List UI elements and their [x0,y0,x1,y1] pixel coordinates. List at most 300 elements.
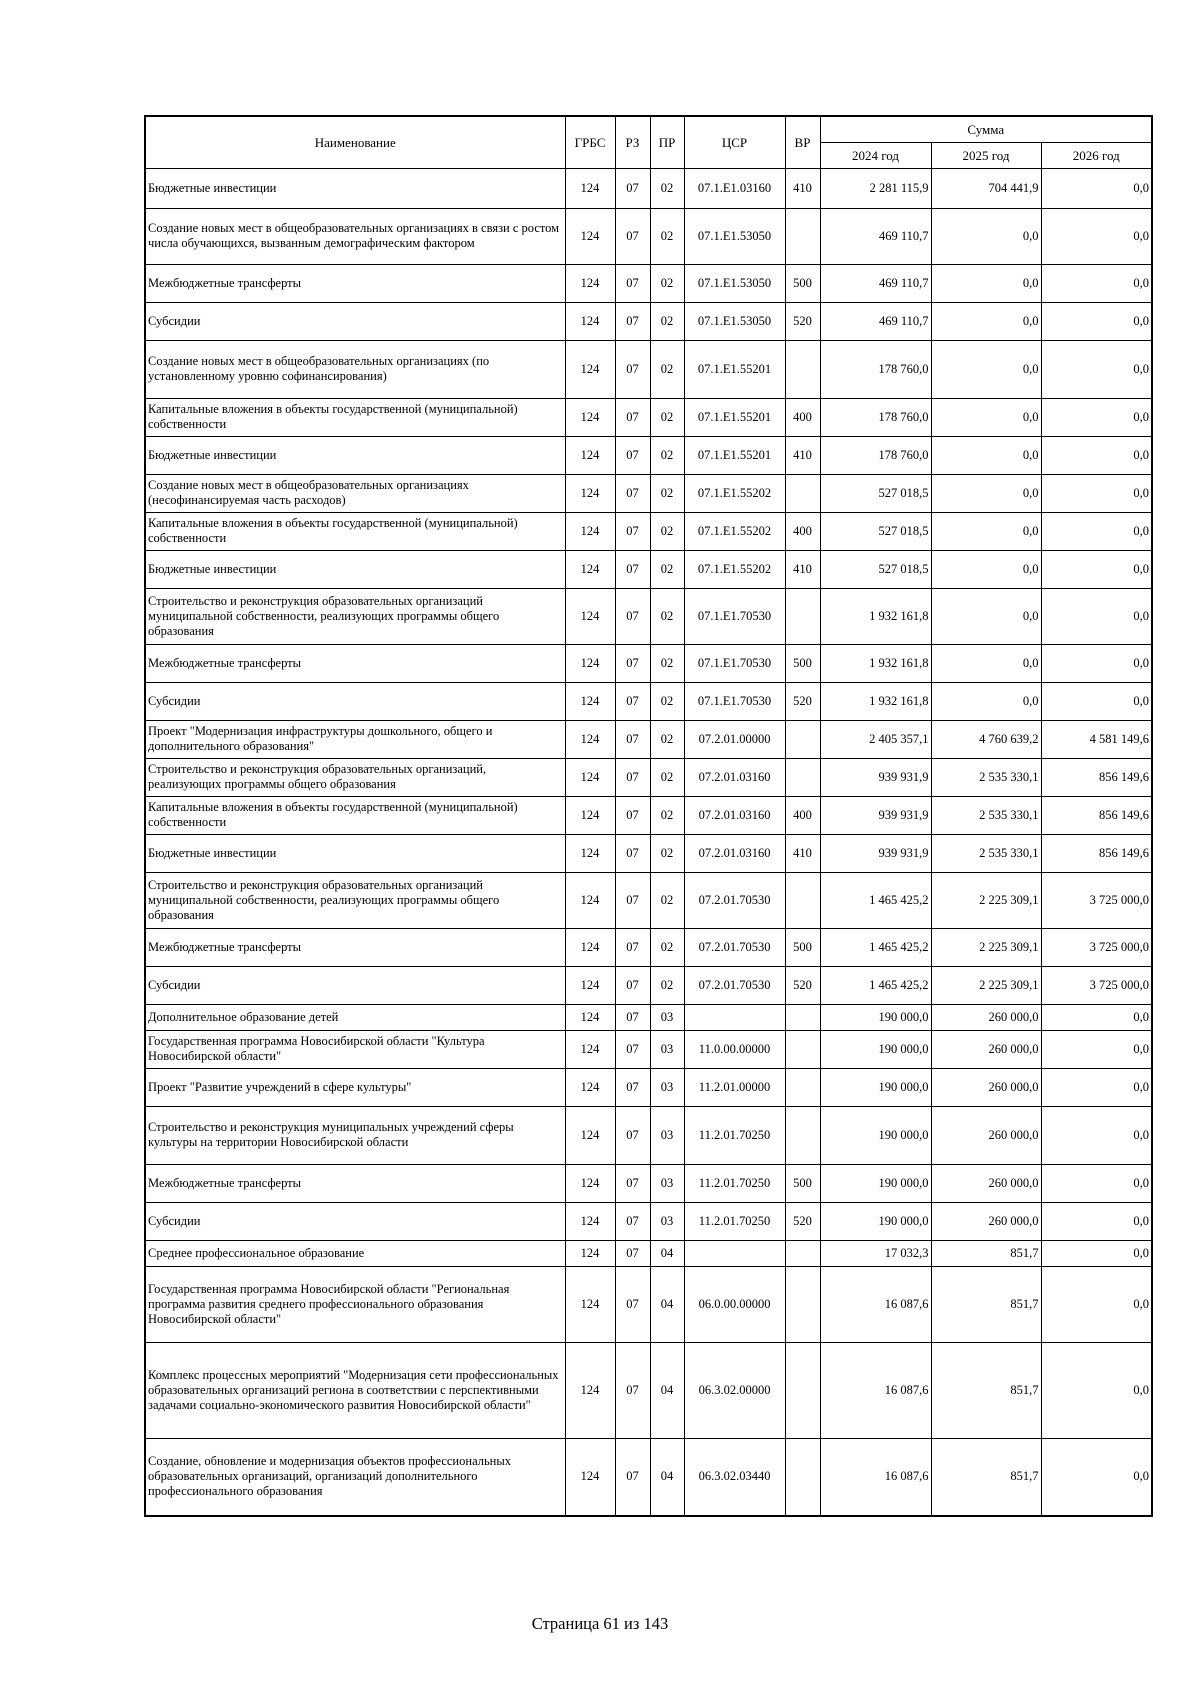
cell-vr: 500 [785,264,820,302]
cell-vr [785,1438,820,1516]
cell-rz: 07 [615,1004,650,1030]
cell-name: Субсидии [145,966,565,1004]
cell-csr [684,1004,785,1030]
cell-rz: 07 [615,834,650,872]
cell-grbs: 124 [565,1266,615,1342]
cell-grbs: 124 [565,644,615,682]
cell-csr: 07.1.Е1.55202 [684,550,785,588]
cell-2025: 4 760 639,2 [931,720,1041,758]
cell-vr [785,1004,820,1030]
cell-vr [785,340,820,398]
cell-2025: 260 000,0 [931,1106,1041,1164]
budget-table [144,115,1153,1517]
cell-2024: 1 465 425,2 [820,966,931,1004]
cell-name: Государственная программа Новосибирской области "Культура Новосибирской области" [145,1030,565,1068]
cell-2026: 0,0 [1041,1030,1152,1068]
cell-2026: 0,0 [1041,208,1152,264]
cell-2026: 856 149,6 [1041,758,1152,796]
cell-2024: 190 000,0 [820,1068,931,1106]
cell-pr: 02 [650,168,684,208]
cell-name: Среднее профессиональное образование [145,1240,565,1266]
cell-2026: 0,0 [1041,1266,1152,1342]
cell-rz: 07 [615,436,650,474]
cell-name: Бюджетные инвестиции [145,168,565,208]
cell-grbs: 124 [565,1240,615,1266]
page-number: Страница 61 из 143 [531,1614,669,1633]
cell-name: Строительство и реконструкция образовательных организаций муниципальной собственности, реализующих программы общего образования [145,588,565,644]
cell-csr: 06.3.02.00000 [684,1342,785,1438]
cell-2026: 0,0 [1041,398,1152,436]
cell-2024: 1 932 161,8 [820,644,931,682]
cell-2025: 2 225 309,1 [931,872,1041,928]
cell-pr: 02 [650,398,684,436]
cell-csr: 11.0.00.00000 [684,1030,785,1068]
cell-2025: 0,0 [931,340,1041,398]
table-row [145,264,1152,302]
cell-2025: 2 535 330,1 [931,834,1041,872]
cell-rz: 07 [615,682,650,720]
cell-name: Капитальные вложения в объекты государственной (муниципальной) собственности [145,512,565,550]
table-row [145,474,1152,512]
cell-name: Комплекс процессных мероприятий "Модернизация сети профессиональных образовательных организаций региона в соответствии с перспективными задачами социально-экономического развития Новосибирской области" [145,1342,565,1438]
cell-pr: 02 [650,474,684,512]
header-sum: Сумма [820,116,1152,142]
cell-2025: 2 535 330,1 [931,758,1041,796]
table-row [145,302,1152,340]
table-row [145,436,1152,474]
table-row [145,796,1152,834]
cell-2026: 0,0 [1041,1240,1152,1266]
table-row [145,1266,1152,1342]
cell-name: Дополнительное образование детей [145,1004,565,1030]
cell-vr [785,1106,820,1164]
cell-2026: 0,0 [1041,168,1152,208]
cell-pr: 02 [650,550,684,588]
cell-2026: 856 149,6 [1041,796,1152,834]
cell-2026: 0,0 [1041,264,1152,302]
cell-2025: 0,0 [931,208,1041,264]
cell-2025: 0,0 [931,682,1041,720]
cell-name: Субсидии [145,682,565,720]
cell-pr: 02 [650,682,684,720]
cell-grbs: 124 [565,1438,615,1516]
cell-2026: 0,0 [1041,1438,1152,1516]
cell-grbs: 124 [565,302,615,340]
cell-rz: 07 [615,1266,650,1342]
cell-rz: 07 [615,588,650,644]
cell-2025: 0,0 [931,436,1041,474]
cell-csr: 07.1.Е1.70530 [684,644,785,682]
cell-2025: 0,0 [931,644,1041,682]
cell-csr: 11.2.01.70250 [684,1202,785,1240]
cell-pr: 04 [650,1342,684,1438]
cell-rz: 07 [615,1240,650,1266]
cell-vr [785,1030,820,1068]
cell-grbs: 124 [565,512,615,550]
cell-rz: 07 [615,168,650,208]
cell-name: Создание новых мест в общеобразовательных организациях (по установленному уровню софинансирования) [145,340,565,398]
cell-2024: 2 405 357,1 [820,720,931,758]
cell-2025: 0,0 [931,398,1041,436]
cell-2026: 0,0 [1041,1342,1152,1438]
cell-name: Создание новых мест в общеобразовательных организациях в связи с ростом числа обучающихся, вызванным демографическим фактором [145,208,565,264]
cell-2026: 0,0 [1041,644,1152,682]
cell-2024: 939 931,9 [820,834,931,872]
cell-pr: 04 [650,1240,684,1266]
cell-2025: 2 535 330,1 [931,796,1041,834]
cell-rz: 07 [615,512,650,550]
cell-vr [785,588,820,644]
cell-2026: 0,0 [1041,436,1152,474]
cell-vr: 410 [785,550,820,588]
cell-pr: 04 [650,1438,684,1516]
table-row [145,758,1152,796]
cell-2024: 469 110,7 [820,302,931,340]
cell-csr: 07.2.01.00000 [684,720,785,758]
cell-rz: 07 [615,1438,650,1516]
cell-csr: 07.1.Е1.53050 [684,302,785,340]
cell-2026: 0,0 [1041,1202,1152,1240]
cell-csr: 07.1.Е1.55202 [684,474,785,512]
table-row [145,1342,1152,1438]
cell-csr: 07.2.01.70530 [684,966,785,1004]
cell-2024: 2 281 115,9 [820,168,931,208]
cell-2026: 0,0 [1041,550,1152,588]
cell-pr: 02 [650,796,684,834]
cell-2025: 704 441,9 [931,168,1041,208]
cell-2026: 0,0 [1041,1068,1152,1106]
cell-pr: 02 [650,966,684,1004]
cell-rz: 07 [615,340,650,398]
cell-pr: 02 [650,834,684,872]
cell-2024: 469 110,7 [820,208,931,264]
header-year-2024: 2024 год [820,142,931,168]
table-row [145,550,1152,588]
cell-rz: 07 [615,758,650,796]
cell-vr: 520 [785,966,820,1004]
cell-grbs: 124 [565,796,615,834]
cell-name: Межбюджетные трансферты [145,1164,565,1202]
cell-2026: 0,0 [1041,1164,1152,1202]
table-row [145,340,1152,398]
cell-csr: 11.2.01.70250 [684,1164,785,1202]
cell-2026: 856 149,6 [1041,834,1152,872]
cell-2024: 178 760,0 [820,398,931,436]
cell-2024: 527 018,5 [820,512,931,550]
cell-pr: 03 [650,1004,684,1030]
table-row [145,928,1152,966]
cell-2026: 0,0 [1041,302,1152,340]
table-body [145,168,1152,1516]
cell-grbs: 124 [565,474,615,512]
cell-csr: 07.2.01.03160 [684,834,785,872]
cell-csr: 07.1.Е1.70530 [684,682,785,720]
table-row [145,1240,1152,1266]
cell-name: Создание, обновление и модернизация объектов профессиональных образовательных организаций, организаций дополнительного профессионального образования [145,1438,565,1516]
cell-vr: 520 [785,1202,820,1240]
cell-name: Строительство и реконструкция образовательных организаций муниципальной собственности, реализующих программы общего образования [145,872,565,928]
cell-name: Межбюджетные трансферты [145,928,565,966]
cell-2024: 178 760,0 [820,340,931,398]
cell-name: Создание новых мест в общеобразовательных организациях (несофинансируемая часть расходов) [145,474,565,512]
header-row-1 [145,116,1152,142]
cell-rz: 07 [615,302,650,340]
table-row [145,1068,1152,1106]
cell-name: Капитальные вложения в объекты государственной (муниципальной) собственности [145,796,565,834]
cell-name: Строительство и реконструкция муниципальных учреждений сферы культуры на территории Новосибирской области [145,1106,565,1164]
table-row [145,966,1152,1004]
cell-pr: 02 [650,872,684,928]
cell-rz: 07 [615,550,650,588]
cell-2025: 0,0 [931,550,1041,588]
budget-table-container [144,115,1151,1517]
cell-pr: 02 [650,340,684,398]
cell-csr [684,1240,785,1266]
cell-grbs: 124 [565,436,615,474]
cell-grbs: 124 [565,720,615,758]
cell-vr: 500 [785,644,820,682]
cell-vr [785,758,820,796]
cell-grbs: 124 [565,264,615,302]
cell-2024: 178 760,0 [820,436,931,474]
cell-grbs: 124 [565,682,615,720]
cell-vr: 400 [785,796,820,834]
cell-vr [785,208,820,264]
cell-2026: 0,0 [1041,1106,1152,1164]
cell-vr [785,1240,820,1266]
cell-vr: 410 [785,834,820,872]
header-year-2025: 2025 год [931,142,1041,168]
cell-grbs: 124 [565,1202,615,1240]
cell-grbs: 124 [565,1004,615,1030]
cell-2024: 939 931,9 [820,796,931,834]
header-csr: ЦСР [684,116,785,168]
cell-rz: 07 [615,966,650,1004]
cell-pr: 02 [650,302,684,340]
cell-csr: 07.2.01.70530 [684,928,785,966]
cell-rz: 07 [615,398,650,436]
cell-grbs: 124 [565,1106,615,1164]
cell-csr: 07.1.Е1.53050 [684,264,785,302]
cell-grbs: 124 [565,1164,615,1202]
cell-2025: 260 000,0 [931,1068,1041,1106]
cell-name: Субсидии [145,302,565,340]
cell-2024: 17 032,3 [820,1240,931,1266]
cell-rz: 07 [615,1202,650,1240]
cell-pr: 02 [650,758,684,796]
cell-vr [785,720,820,758]
cell-2025: 0,0 [931,588,1041,644]
table-row [145,872,1152,928]
cell-2024: 939 931,9 [820,758,931,796]
cell-2024: 190 000,0 [820,1004,931,1030]
header-rz: РЗ [615,116,650,168]
cell-grbs: 124 [565,340,615,398]
table-row [145,1030,1152,1068]
cell-grbs: 124 [565,872,615,928]
cell-2025: 0,0 [931,302,1041,340]
table-row [145,512,1152,550]
cell-csr: 06.0.00.00000 [684,1266,785,1342]
cell-csr: 07.1.Е1.55201 [684,398,785,436]
cell-vr: 410 [785,168,820,208]
cell-vr [785,872,820,928]
cell-2025: 0,0 [931,512,1041,550]
cell-2025: 851,7 [931,1342,1041,1438]
cell-rz: 07 [615,872,650,928]
cell-name: Проект "Развитие учреждений в сфере культуры" [145,1068,565,1106]
cell-2024: 1 465 425,2 [820,872,931,928]
cell-2024: 527 018,5 [820,550,931,588]
cell-2026: 3 725 000,0 [1041,928,1152,966]
cell-name: Бюджетные инвестиции [145,550,565,588]
cell-grbs: 124 [565,834,615,872]
header-name: Наименование [145,116,565,168]
table-row [145,644,1152,682]
cell-csr: 07.2.01.70530 [684,872,785,928]
cell-2026: 0,0 [1041,340,1152,398]
cell-csr: 07.2.01.03160 [684,758,785,796]
cell-rz: 07 [615,474,650,512]
cell-csr: 06.3.02.03440 [684,1438,785,1516]
cell-2024: 1 932 161,8 [820,588,931,644]
cell-vr [785,1266,820,1342]
cell-2025: 260 000,0 [931,1164,1041,1202]
cell-2024: 190 000,0 [820,1202,931,1240]
table-row [145,168,1152,208]
cell-rz: 07 [615,264,650,302]
cell-vr [785,1068,820,1106]
cell-grbs: 124 [565,966,615,1004]
cell-rz: 07 [615,1342,650,1438]
cell-vr [785,474,820,512]
cell-name: Государственная программа Новосибирской области "Региональная программа развития среднего профессионального образования Новосибирской области" [145,1266,565,1342]
cell-2026: 4 581 149,6 [1041,720,1152,758]
cell-pr: 04 [650,1266,684,1342]
cell-grbs: 124 [565,1068,615,1106]
cell-grbs: 124 [565,208,615,264]
cell-rz: 07 [615,928,650,966]
cell-2026: 0,0 [1041,1004,1152,1030]
cell-pr: 02 [650,720,684,758]
cell-rz: 07 [615,796,650,834]
cell-2026: 3 725 000,0 [1041,966,1152,1004]
header-grbs: ГРБС [565,116,615,168]
cell-csr: 07.1.Е1.53050 [684,208,785,264]
cell-csr: 07.1.Е1.55201 [684,340,785,398]
cell-name: Бюджетные инвестиции [145,834,565,872]
cell-grbs: 124 [565,168,615,208]
cell-2025: 0,0 [931,474,1041,512]
cell-2024: 16 087,6 [820,1266,931,1342]
cell-vr: 500 [785,1164,820,1202]
cell-rz: 07 [615,1030,650,1068]
table-row [145,1106,1152,1164]
cell-2025: 851,7 [931,1266,1041,1342]
cell-2025: 260 000,0 [931,1004,1041,1030]
cell-csr: 11.2.01.70250 [684,1106,785,1164]
cell-pr: 02 [650,436,684,474]
cell-2024: 469 110,7 [820,264,931,302]
cell-vr [785,1342,820,1438]
cell-grbs: 124 [565,758,615,796]
cell-2025: 0,0 [931,264,1041,302]
cell-2026: 3 725 000,0 [1041,872,1152,928]
cell-grbs: 124 [565,550,615,588]
cell-pr: 02 [650,264,684,302]
cell-name: Межбюджетные трансферты [145,264,565,302]
cell-pr: 03 [650,1030,684,1068]
cell-2026: 0,0 [1041,474,1152,512]
cell-pr: 03 [650,1106,684,1164]
cell-grbs: 124 [565,1030,615,1068]
cell-grbs: 124 [565,1342,615,1438]
cell-pr: 03 [650,1068,684,1106]
cell-pr: 03 [650,1164,684,1202]
cell-name: Межбюджетные трансферты [145,644,565,682]
cell-2025: 260 000,0 [931,1202,1041,1240]
cell-2024: 16 087,6 [820,1438,931,1516]
cell-2024: 527 018,5 [820,474,931,512]
header-pr: ПР [650,116,684,168]
cell-2024: 16 087,6 [820,1342,931,1438]
table-row [145,1202,1152,1240]
cell-2026: 0,0 [1041,682,1152,720]
cell-2025: 260 000,0 [931,1030,1041,1068]
cell-pr: 02 [650,928,684,966]
cell-pr: 02 [650,208,684,264]
cell-2024: 190 000,0 [820,1106,931,1164]
cell-vr: 520 [785,302,820,340]
header-year-2026: 2026 год [1041,142,1152,168]
cell-csr: 07.1.Е1.70530 [684,588,785,644]
cell-rz: 07 [615,1068,650,1106]
cell-grbs: 124 [565,588,615,644]
cell-2024: 1 932 161,8 [820,682,931,720]
cell-grbs: 124 [565,928,615,966]
cell-2025: 2 225 309,1 [931,928,1041,966]
cell-rz: 07 [615,1106,650,1164]
cell-2024: 1 465 425,2 [820,928,931,966]
cell-name: Капитальные вложения в объекты государственной (муниципальной) собственности [145,398,565,436]
table-row [145,208,1152,264]
cell-rz: 07 [615,1164,650,1202]
cell-rz: 07 [615,720,650,758]
cell-csr: 07.2.01.03160 [684,796,785,834]
cell-vr: 400 [785,512,820,550]
cell-name: Проект "Модернизация инфраструктуры дошкольного, общего и дополнительного образования" [145,720,565,758]
cell-csr: 11.2.01.00000 [684,1068,785,1106]
cell-vr: 400 [785,398,820,436]
table-row [145,1164,1152,1202]
cell-2024: 190 000,0 [820,1030,931,1068]
cell-2024: 190 000,0 [820,1164,931,1202]
cell-2026: 0,0 [1041,512,1152,550]
cell-vr: 410 [785,436,820,474]
cell-2025: 2 225 309,1 [931,966,1041,1004]
cell-2025: 851,7 [931,1240,1041,1266]
table-row [145,1004,1152,1030]
cell-rz: 07 [615,644,650,682]
cell-csr: 07.1.Е1.55201 [684,436,785,474]
cell-csr: 07.1.Е1.03160 [684,168,785,208]
table-row [145,834,1152,872]
cell-name: Строительство и реконструкция образовательных организаций, реализующих программы общего образования [145,758,565,796]
cell-pr: 03 [650,1202,684,1240]
cell-grbs: 124 [565,398,615,436]
cell-vr: 500 [785,928,820,966]
header-vr: ВР [785,116,820,168]
